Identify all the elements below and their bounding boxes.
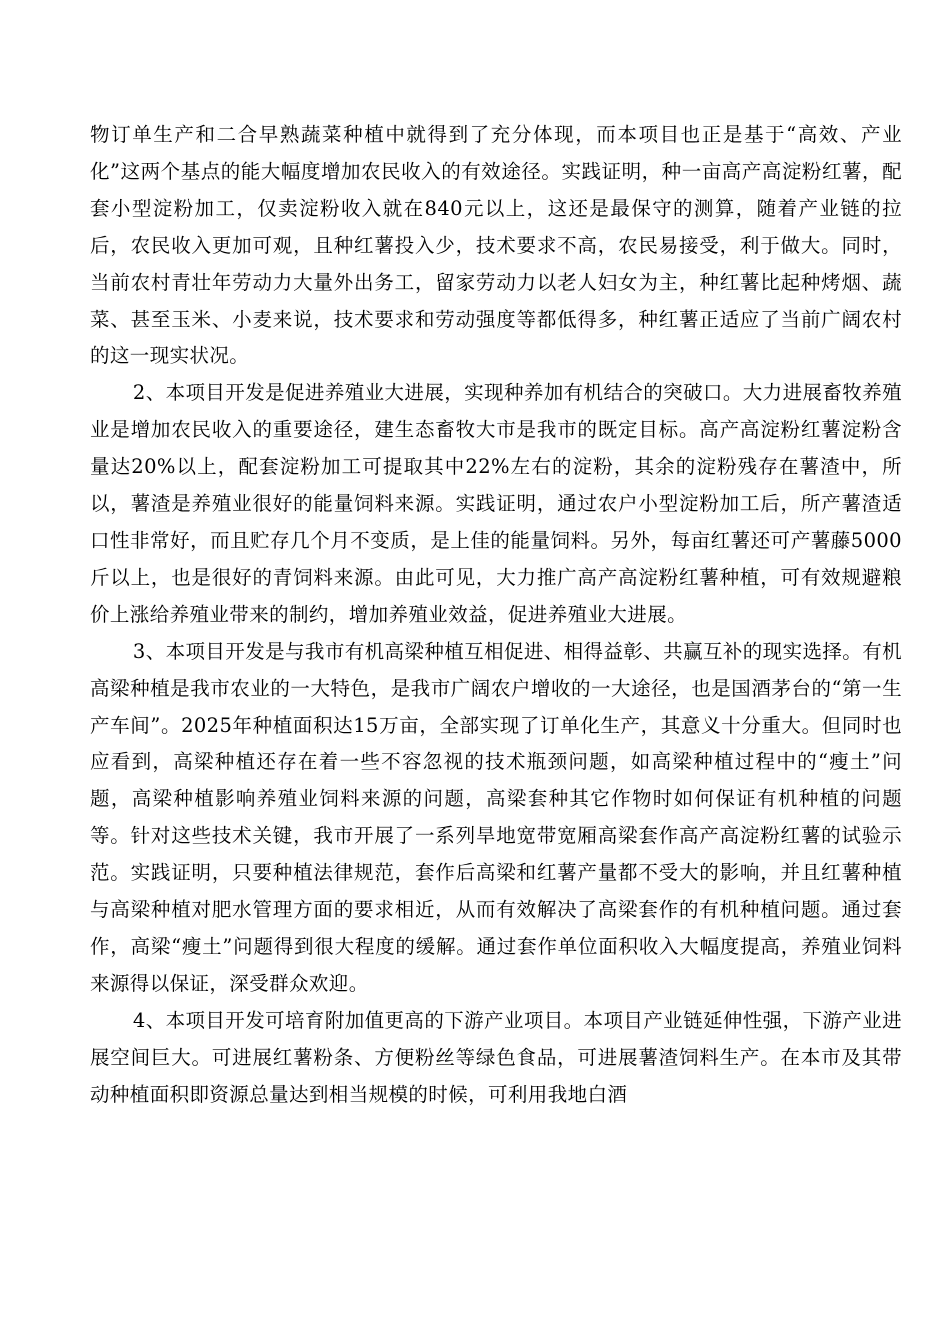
paragraph-2: 2、本项目开发是促进养殖业大进展，实现种养加有机结合的突破口。大力进展畜牧养殖业是增加农民收入的重要途径，建生态畜牧大市是我市的既定目标。高产高淀粉红薯淀粉含量达20%以上，配套淀粉加工可提取其中22%左右的淀粉，其余的淀粉残存在薯渣中，所以，薯渣是养殖业很好的能量饲料来源。实践证明，通过农户小型淀粉加工后，所产薯渣适口性非常好，而且贮存几个月不变质，是上佳的能量饲料。另外，每亩红薯还可产薯藤5000斤以上，也是很好的青饲料来源。由此可见，大力推广高产高淀粉红薯种植，可有效规避粮价上涨给养殖业带来的制约，增加养殖业效益，促进养殖业大进展。 (90, 381, 902, 626)
paragraph-4: 4、本项目开发可培育附加值更高的下游产业项目。本项目产业链延伸性强，下游产业进展空间巨大。可进展红薯粉条、方便粉丝等绿色食品，可进展薯渣饲料生产。在本市及其带动种植面积即资源总量达到相当规模的时候，可利用我地白酒 (90, 1008, 902, 1106)
paragraph-3: 3、本项目开发是与我市有机高梁种植互相促进、相得益彰、共赢互补的现实选择。有机高梁种植是我市农业的一大特色，是我市广阔农户增收的一大途径，也是国酒茅台的“第一生产车间”。2025年种植面积达15万亩，全部实现了订单化生产，其意义十分重大。但同时也应看到，高梁种植还存在着一些不容忽视的技术瓶颈问题，如高梁种植过程中的“瘦土”问题，高梁种植影响养殖业饲料来源的问题，高梁套种其它作物时如何保证有机种植的问题等。针对这些技术关键，我市开展了一系列旱地宽带宽厢高梁套作高产高淀粉红薯的试验示范。实践证明，只要种植法律规范，套作后高梁和红薯产量都不受大的影响，并且红薯种植与高梁种植对肥水管理方面的要求相近，从而有效解决了高梁套作的有机种植问题。通过套作，高梁“瘦土”问题得到很大程度的缓解。通过套作单位面积收入大幅度提高，养殖业饲料来源得以保证，深受群众欢迎。 (90, 639, 902, 995)
body-text (90, 117, 902, 1113)
paragraph-1: 物订单生产和二合早熟蔬菜种植中就得到了充分体现，而本项目也正是基于“高效、产业化”这两个基点的能大幅度增加农民收入的有效途径。实践证明，种一亩高产高淀粉红薯，配套小型淀粉加工，仅卖淀粉收入就在840元以上，这还是最保守的测算，随着产业链的拉后，农民收入更加可观，且种红薯投入少，技术要求不高，农民易接受，利于做大。同时，当前农村青壮年劳动力大量外出务工，留家劳动力以老人妇女为主，种红薯比起种烤烟、蔬菜、甚至玉米、小麦来说，技术要求和劳动强度等都低得多，种红薯正适应了当前广阔农村的这一现实状况。 (90, 123, 902, 368)
